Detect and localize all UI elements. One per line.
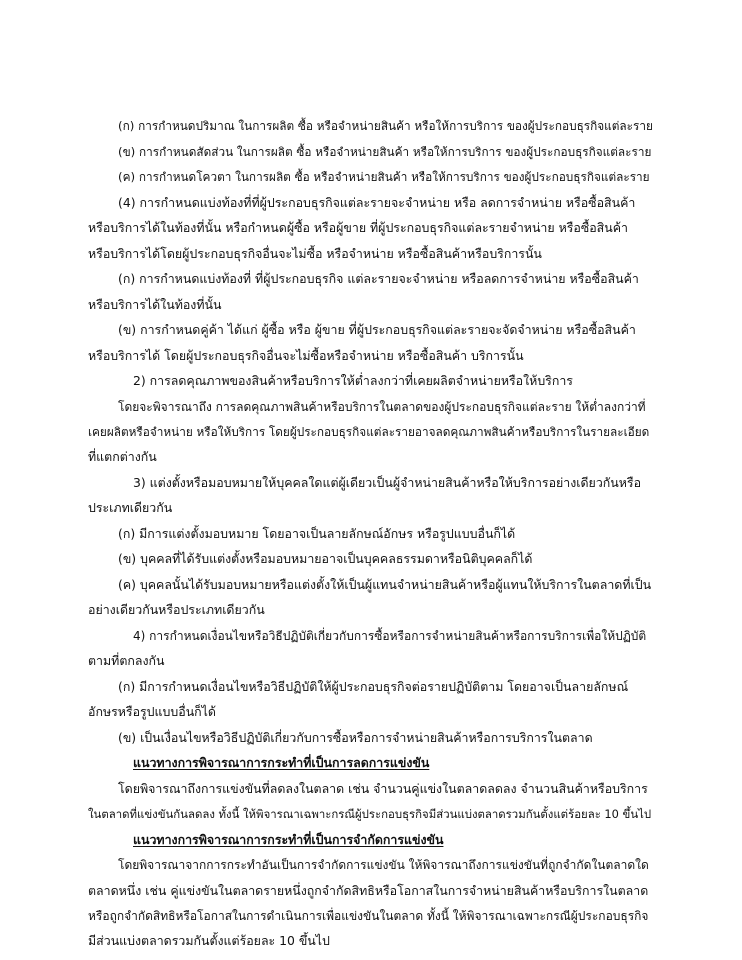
text-line: เคยผลิตหรือจำหน่าย หรือให้บริการ โดยผู้ประกอบธุรกิจแต่ละรายอาจลดคุณภาพสินค้าหรือบริการในรายละเอียด <box>88 425 650 439</box>
text-line: มีส่วนแบ่งตลาดรวมกันตั้งแต่ร้อยละ 10 ขึ้นไป <box>88 933 330 948</box>
text-line: หรือบริการได้ โดยผู้ประกอบธุรกิจอื่นจะไม่ซื้อหรือจำหน่าย หรือซื้อสินค้า บริการนั้น <box>88 348 524 363</box>
text-line: (ค) บุคคลนั้นได้รับมอบหมายหรือแต่งตั้งให้เป็นผู้แทนจำหน่ายสินค้าหรือผู้แทนให้บริการในตลาดที่เป็น <box>118 577 652 592</box>
text-line: หรือบริการได้ในท้องที่นั้น <box>88 297 222 312</box>
text-line: (4) การกำหนดแบ่งท้องที่ที่ผู้ประกอบธุรกิจแต่ละรายจะจำหน่าย หรือ ลดการจำหน่าย หรือซื้อสินค้า <box>118 195 636 210</box>
text-line: อย่างเดียวกันหรือประเภทเดียวกัน <box>88 602 265 617</box>
text-line: (ข) เป็นเงื่อนไขหรือวิธีปฏิบัติเกี่ยวกับการซื้อหรือการจำหน่ายสินค้าหรือการบริการในตลาด <box>118 730 593 745</box>
text-line: ตลาดหนึ่ง เช่น คู่แข่งขันในตลาดรายหนึ่งถูกจำกัดสิทธิหรือโอกาสในการจำหน่ายสินค้าหรือบริการในตลาด <box>88 883 649 898</box>
text-line: 3) แต่งตั้งหรือมอบหมายให้บุคคลใดแต่ผู้เดียวเป็นผู้จำหน่ายสินค้าหรือให้บริการอย่างเดียวกันหรือ <box>133 475 642 490</box>
text-line: ตามที่ตกลงกัน <box>88 653 165 668</box>
text-line: ในตลาดที่แข่งขันกันลดลง ทั้งนี้ ให้พิจารณาเฉพาะกรณีผู้ประกอบธุรกิจมีส่วนแบ่งตลาดรวมกันตั้งแต่ร้อยละ 10 ขึ้นไป <box>88 807 652 821</box>
text-line: (ก) การกำหนดแบ่งท้องที่ ที่ผู้ประกอบธุรกิจ แต่ละรายจะจำหน่าย หรือลดการจำหน่าย หรือซื้อสินค้า <box>118 271 639 286</box>
text-line: (ค) การกำหนดโควตา ในการผลิต ซื้อ หรือจำหน่ายสินค้า หรือให้การบริการ ของผู้ประกอบธุรกิจแต่ละราย <box>118 170 650 184</box>
text-line: ประเภทเดียวกัน <box>88 500 173 515</box>
text-line: (ก) มีการกำหนดเงื่อนไขหรือวิธีปฏิบัติให้ผู้ประกอบธุรกิจต่อรายปฏิบัติตาม โดยอาจเป็นลายลักษณ์ <box>118 679 629 694</box>
section-heading: แนวทางการพิจารณาการกระทำที่เป็นการจำกัดการแข่งขัน <box>133 832 444 847</box>
text-line: โดยพิจารณาจากการกระทำอันเป็นการจำกัดการแข่งขัน ให้พิจารณาถึงการแข่งขันที่ถูกจำกัดในตลาดใด <box>118 858 649 872</box>
text-line: (ข) การกำหนดคู่ค้า ได้แก่ ผู้ซื้อ หรือ ผู้ขาย ที่ผู้ประกอบธุรกิจแต่ละรายจะจัดจำหน่าย หรือซื้อสินค้า <box>118 322 636 337</box>
text-line: อักษรหรือรูปแบบอื่นก็ได้ <box>88 704 216 719</box>
text-line: หรือถูกจำกัดสิทธิหรือโอกาสในการดำเนินการเพื่อแข่งขันในตลาด ทั้งนี้ ให้พิจารณาเฉพาะกรณีผู้ประกอบธุรกิจ <box>88 909 649 923</box>
text-line: 2) การลดคุณภาพของสินค้าหรือบริการให้ต่ำลงกว่าที่เคยผลิตจำหน่ายหรือให้บริการ <box>133 373 573 388</box>
text-line: โดยจะพิจารณาถึง การลดคุณภาพสินค้าหรือบริการในตลาดของผู้ประกอบธุรกิจแต่ละราย ให้ต่ำลงกว่าที่ <box>118 400 646 414</box>
text-line: (ก) มีการแต่งตั้งมอบหมาย โดยอาจเป็นลายลักษณ์อักษร หรือรูปแบบอื่นก็ได้ <box>118 526 516 541</box>
text-line: ที่แตกต่างกัน <box>88 449 157 464</box>
section-heading: แนวทางการพิจารณาการกระทำที่เป็นการลดการแข่งขัน <box>133 755 430 770</box>
text-line: (ก) การกำหนดปริมาณ ในการผลิต ซื้อ หรือจำหน่ายสินค้า หรือให้การบริการ ของผู้ประกอบธุรกิจแต่ละราย <box>118 119 653 133</box>
text-line: หรือบริการได้ในท้องที่นั้น หรือกำหนดผู้ซื้อ หรือผู้ขาย ที่ผู้ประกอบธุรกิจแต่ละรายจำหน่าย หรือซื้อสินค้า <box>88 220 628 235</box>
text-line: 4) การกำหนดเงื่อนไขหรือวิธีปฏิบัติเกี่ยวกับการซื้อหรือการจำหน่ายสินค้าหรือการบริการเพื่อให้ปฏิบัติ <box>133 629 647 643</box>
text-line: (ข) บุคคลที่ได้รับแต่งตั้งหรือมอบหมายอาจเป็นบุคคลธรรมดาหรือนิติบุคคลก็ได้ <box>118 551 533 566</box>
text-line: โดยพิจารณาถึงการแข่งขันที่ลดลงในตลาด เช่น จำนวนคู่แข่งในตลาดลดลง จำนวนสินค้าหรือบริการ <box>118 781 648 796</box>
text-line: หรือบริการได้โดยผู้ประกอบธุรกิจอื่นจะไม่ซื้อ หรือจำหน่าย หรือซื้อสินค้าหรือบริการนั้น <box>88 246 542 261</box>
text-line: (ข) การกำหนดสัดส่วน ในการผลิต ซื้อ หรือจำหน่ายสินค้า หรือให้การบริการ ของผู้ประกอบธุรกิจแต่ละราย <box>118 145 652 159</box>
